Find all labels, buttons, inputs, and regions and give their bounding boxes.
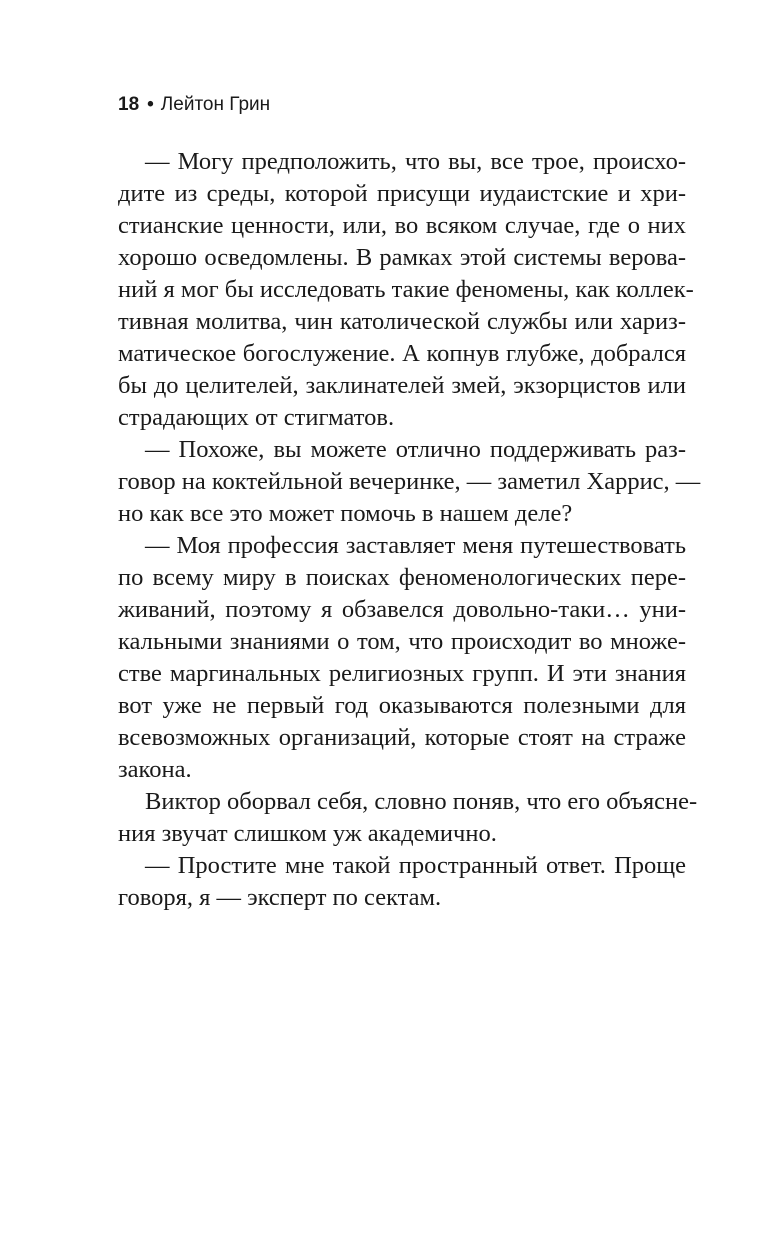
text-line: вот уже не первый год оказываются полезными для [118, 692, 686, 719]
text-line: закона. [118, 756, 192, 783]
text-line: ния звучат слишком уж академично. [118, 820, 497, 847]
text-line: но как все это может помочь в нашем деле? [118, 500, 573, 527]
text-line: кальными знаниями о том, что происходит во множе- [118, 628, 686, 655]
text-line: говор на коктейльной вечеринке, — заметил Харрис, — [118, 468, 701, 495]
text-line: стве маргинальных религиозных групп. И эти знания [118, 660, 686, 687]
body-text [118, 146, 701, 914]
running-head [118, 93, 270, 117]
text-line: — Моя профессия заставляет меня путешествовать [145, 532, 686, 559]
text-line: — Похоже, вы можете отлично поддерживать раз- [145, 436, 686, 463]
text-line: ний я мог бы исследовать такие феномены, как коллек- [118, 276, 694, 303]
text-line: хорошо осведомлены. В рамках этой системы верова- [118, 244, 686, 271]
text-line: Виктор оборвал себя, словно поняв, что его объясне- [145, 788, 698, 815]
author-name: Лейтон Грин [160, 94, 271, 115]
text-line: всевозможных организаций, которые стоят на страже [118, 724, 686, 751]
text-line: по всему миру в поисках феноменологических пере- [118, 564, 686, 591]
text-line: страдающих от стигматов. [118, 404, 395, 431]
text-line: бы до целителей, заклинателей змей, экзорцистов или [118, 372, 686, 399]
header-bullet: • [147, 94, 154, 115]
text-line: стианские ценности, или, во всяком случае, где о них [118, 212, 686, 239]
text-line: тивная молитва, чин католической службы или хариз- [118, 308, 686, 335]
text-line: — Простите мне такой пространный ответ. Проще [145, 852, 686, 879]
text-line: живаний, поэтому я обзавелся довольно-таки… уни- [118, 596, 686, 623]
text-line: матическое богослужение. А копнув глубже, добрался [118, 340, 686, 367]
text-line: говоря, я — эксперт по сектам. [118, 884, 442, 911]
page-number: 18 [118, 94, 140, 115]
text-line: — Могу предположить, что вы, все трое, происхо- [145, 148, 686, 175]
text-line: дите из среды, которой присущи иудаистские и хри- [118, 180, 686, 207]
